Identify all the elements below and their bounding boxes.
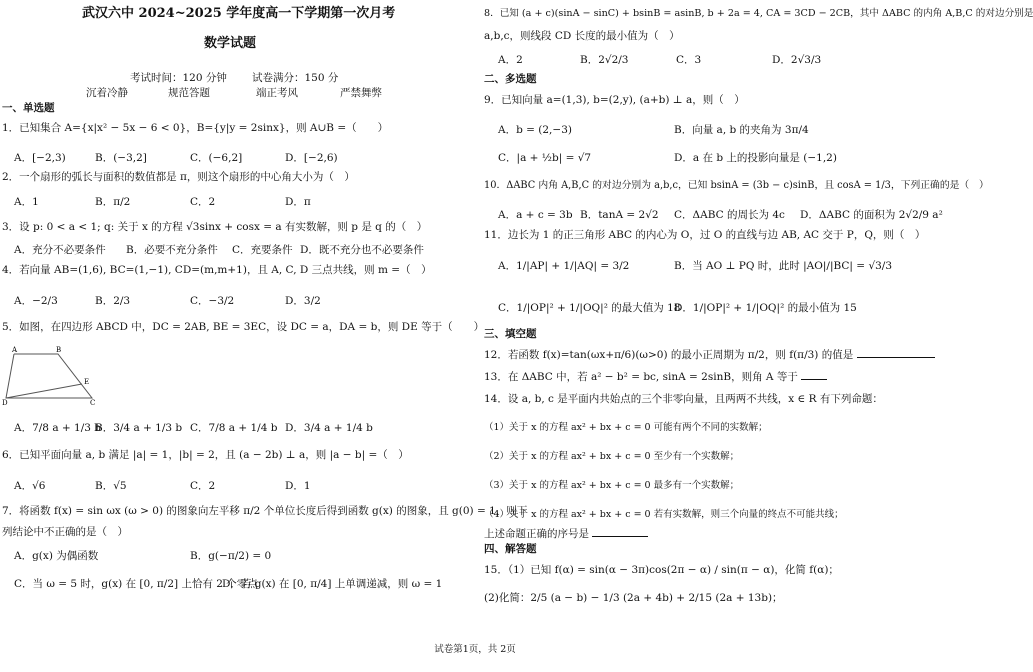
q12-text: 12．若函数 f(x)=tan(ωx+π/6)(ω>0) 的最小正周期为 π/2，则 f(π/3) 的值是 [484,349,854,361]
q9-option-a[interactable]: A．b = (2,−3) [498,124,572,136]
q8-option-b[interactable]: B．2√2/3 [580,54,629,66]
question-11-stem: 11．边长为 1 的正三角形 ABC 的内心为 O，过 O 的直线与边 AB, AC 交于 P，Q，则（ ） [484,229,926,241]
q10-option-a[interactable]: A．a + c = 3b [498,209,573,221]
question-2-stem: 2．一个扇形的弧长与面积的数值都是 π，则这个扇形的中心角大小为（ ） [2,171,355,183]
section-single-choice: 一、单选题 [2,102,55,114]
q5-option-a[interactable]: A．7/8 a + 1/3 b [14,422,102,434]
question-5-stem: 5．如图，在四边形 ABCD 中，DC = 2AB, BE = 3EC，设 DC = a，DA = b，则 DE 等于（ ） [2,321,485,333]
q3-option-c[interactable]: C．充要条件 [232,244,293,256]
figure-label-e: E [84,378,90,386]
q11-option-c[interactable]: C．1/|OP|² + 1/|OQ|² 的最大值为 18 [498,302,681,314]
question-10-stem: 10．ΔABC 内角 A,B,C 的对边分别为 a,b,c，已知 bsinA = (3b − c)sinB，且 cosA = 1/3，下列正确的是（ ） [484,180,989,191]
q6-option-c[interactable]: C．2 [190,480,216,492]
question-7-stem-cont: 列结论中不正确的是（ ） [2,526,128,538]
question-6-stem: 6．已知平面向量 a, b 满足 |a| = 1，|b| = 2，且 (a − 2b) ⊥ a，则 |a − b| =（ ） [2,449,409,461]
q3-option-a[interactable]: A．充分不必要条件 [14,244,106,256]
q2-option-b[interactable]: B．π/2 [95,196,131,208]
motto-3: 端正考风 [256,87,298,99]
q11-option-b[interactable]: B．当 AO ⊥ PQ 时，此时 |AO|/|BC| = √3/3 [674,260,893,272]
full-score: 试卷满分：150 分 [252,72,339,84]
q11-option-d[interactable]: D．1/|OP|² + 1/|OQ|² 的最小值为 15 [674,302,857,314]
q14-item-4: （4）关于 x 的方程 ax² + bx + c = 0 若有实数解，则三个向量的终点不可能共线； [484,509,844,520]
q7-option-b[interactable]: B．g(−π/2) = 0 [190,550,272,562]
q10-option-c[interactable]: C．ΔABC 的周长为 4c [674,209,785,221]
exam-subtitle: 数学试题 [204,36,257,51]
motto-2: 规范答题 [168,87,210,99]
question-13-stem [484,371,827,384]
question-3-stem: 3．设 p: 0 < a < 1; q: 关于 x 的方程 √3sinx + cosx = a 有实数解，则 p 是 q 的（ ） [2,221,428,233]
question-15-part-1: 15．（1）已知 f(α) = sin(α − 3π)cos(2π − α) / sin(π − α)，化简 f(α)； [484,564,839,576]
q1-option-c[interactable]: C．(−6,2] [190,152,243,164]
q4-option-c[interactable]: C．−3/2 [190,295,235,307]
motto-4: 严禁舞弊 [340,87,382,99]
figure-label-d: D [2,399,8,407]
q7-option-d[interactable]: D．若 g(x) 在 [0, π/4] 上单调递减，则 ω = 1 [222,578,443,590]
q14-ending [484,528,648,541]
q13-text: 13．在 ΔABC 中，若 a² − b² = bc, sinA = 2sinB，则角 A 等于 [484,371,798,383]
question-9-stem: 9．已知向量 a=(1,3), b=(2,y), (a+b) ⊥ a，则（ ） [484,94,745,106]
section-multi-choice: 二、多选题 [484,73,537,85]
question-8-stem: 8．已知 (a + c)(sinA − sinC) + bsinB = asinB, b + 2a = 4, CA = 3CD − 2CB，其中 ΔABC 的内角 A,B,C 的对边分别是 [484,8,1033,19]
q2-option-d[interactable]: D．π [285,196,311,208]
exam-time: 考试时间：120 分钟 [130,72,227,84]
exam-title: 武汉六中 2024~2025 学年度高一下学期第一次月考 [82,6,396,21]
q5-quadrilateral-figure [2,344,102,406]
q8-option-c[interactable]: C．3 [676,54,702,66]
question-12-stem [484,349,935,362]
q4-option-a[interactable]: A．−2/3 [14,295,58,307]
question-8-stem-cont: a,b,c，则线段 CD 长度的最小值为（ ） [484,30,680,42]
q6-option-b[interactable]: B．√5 [95,480,127,492]
question-15-part-2: (2)化简：2/5 (a − b) − 1/3 (2a + 4b) + 2/15 (2a + 13b)； [484,592,783,604]
q10-option-d[interactable]: D．ΔABC 的面积为 2√2/9 a² [800,209,943,221]
q2-option-a[interactable]: A．1 [14,196,39,208]
section-free-response: 四、解答题 [484,543,537,555]
q7-option-c[interactable]: C．当 ω = 5 时，g(x) 在 [0, π/2] 上恰有 2 个零点 [14,578,258,590]
motto-1: 沉着冷静 [86,87,128,99]
q7-option-a[interactable]: A．g(x) 为偶函数 [14,550,99,562]
q5-option-d[interactable]: D．3/4 a + 1/4 b [285,422,373,434]
q14-item-3: （3）关于 x 的方程 ax² + bx + c = 0 最多有一个实数解； [484,480,740,491]
q5-option-b[interactable]: B．3/4 a + 1/3 b [95,422,183,434]
q3-option-b[interactable]: B．必要不充分条件 [126,244,218,256]
figure-label-a: A [12,346,18,354]
q1-option-b[interactable]: B．(−3,2] [95,152,147,164]
section-fill-blank: 三、填空题 [484,328,537,340]
question-7-stem: 7．将函数 f(x) = sin ωx (ω > 0) 的图象向左平移 π/2 个单位长度后得到函数 g(x) 的图象，且 g(0) = 1，则下 [2,505,528,517]
q8-option-d[interactable]: D．2√3/3 [772,54,822,66]
q14-answer-blank[interactable] [592,536,648,537]
q1-option-a[interactable]: A．[−2,3) [14,152,66,164]
question-1-stem: 1．已知集合 A={x|x² − 5x − 6 < 0}，B={y|y = 2sinx}，则 A∪B =（ ） [2,122,389,134]
q10-option-b[interactable]: B．tanA = 2√2 [580,209,659,221]
right-column [478,0,1033,640]
q1-option-d[interactable]: D．[−2,6) [285,152,338,164]
q14-item-1: （1）关于 x 的方程 ax² + bx + c = 0 可能有两个不同的实数解； [484,422,768,433]
q8-option-a[interactable]: A．2 [498,54,523,66]
q6-option-d[interactable]: D．1 [285,480,311,492]
q9-option-b[interactable]: B．向量 a, b 的夹角为 3π/4 [674,124,809,136]
q4-option-b[interactable]: B．2/3 [95,295,131,307]
q4-option-d[interactable]: D．3/2 [285,295,321,307]
q2-option-c[interactable]: C．2 [190,196,216,208]
q11-option-a[interactable]: A．1/|AP| + 1/|AQ| = 3/2 [498,260,630,272]
q12-answer-blank[interactable] [857,357,935,358]
page-footer: 试卷第1页，共 2页 [434,644,516,655]
question-4-stem: 4．若向量 AB=(1,6), BC=(1,−1), CD=(m,m+1)，且 A, C, D 三点共线，则 m =（ ） [2,264,432,276]
q3-option-d[interactable]: D．既不充分也不必要条件 [300,244,424,256]
q5-option-c[interactable]: C．7/8 a + 1/4 b [190,422,278,434]
q6-option-a[interactable]: A．√6 [14,480,46,492]
figure-label-c: C [90,399,96,407]
q14-ending-text: 上述命题正确的序号是 [484,528,589,540]
question-14-stem: 14．设 a, b, c 是平面内共始点的三个非零向量，且两两不共线，x ∈ R 有下列命题： [484,393,883,405]
q13-answer-blank[interactable] [801,379,827,380]
q9-option-d[interactable]: D．a 在 b 上的投影向量是 (−1,2) [674,152,837,164]
figure-label-b: B [56,346,62,354]
q14-item-2: （2）关于 x 的方程 ax² + bx + c = 0 至少有一个实数解； [484,451,740,462]
q9-option-c[interactable]: C．|a + ½b| = √7 [498,152,592,164]
